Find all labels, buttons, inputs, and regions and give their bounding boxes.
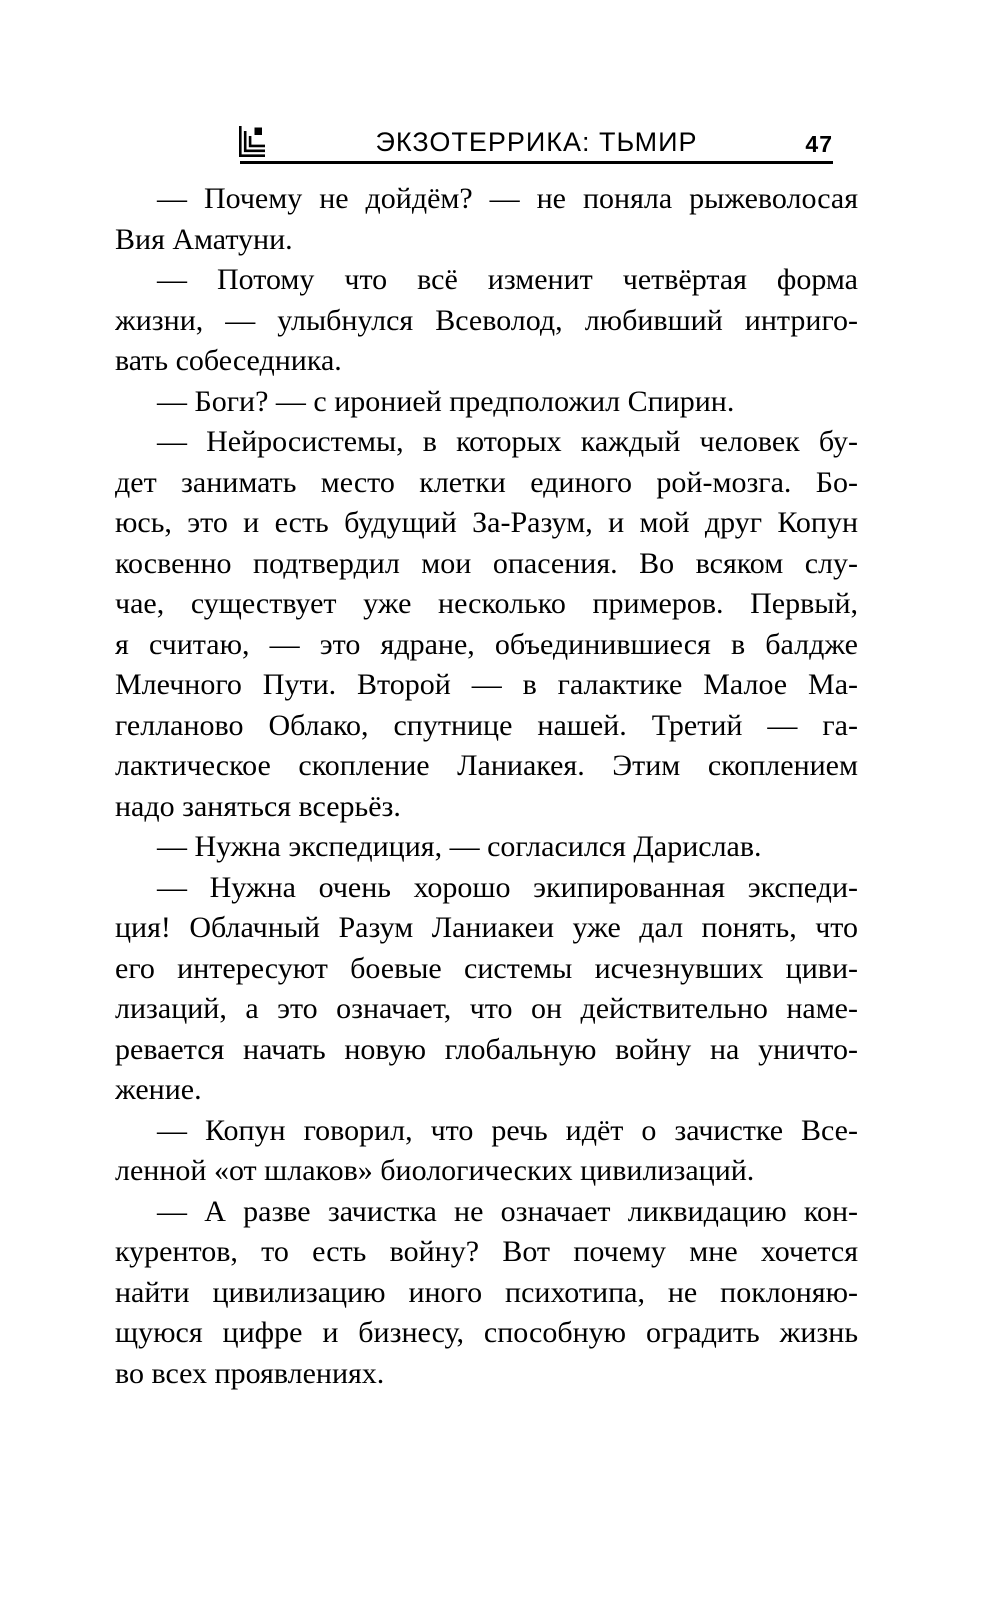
page-text (115, 179, 858, 1394)
header-rule (240, 161, 833, 164)
text-line: — Боги? — с иронией предположил Спирин. (157, 384, 735, 418)
text-line: найти цивилизацию иного психотипа, не поклоняю- (115, 1275, 858, 1309)
text-line: вать собеседника. (115, 344, 342, 377)
page-number: 47 (805, 131, 833, 157)
text-line: во всех проявлениях. (115, 1356, 385, 1390)
running-header-title: ЭКЗОТЕРРИКА: ТЬМИР (375, 127, 698, 157)
text-line: косвенно подтвердил мои опасения. Во всяком слу- (115, 546, 858, 580)
text-line: лактическое скопление Ланиакея. Этим скоплением (115, 749, 858, 782)
text-line: жизни, — улыбнулся Всеволод, любивший интриго- (115, 303, 858, 337)
text-line: чае, существует уже несколько примеров. Первый, (115, 587, 858, 620)
text-line: дет занимать место клетки единого рой-мозга. Бо- (115, 465, 858, 499)
text-line: гелланово Облако, спутнице нашей. Третий — га- (115, 708, 858, 742)
text-line: — А разве зачистка не означает ликвидацию кон- (157, 1194, 858, 1228)
text-line: — Копун говорил, что речь идёт о зачистке Все- (157, 1113, 858, 1147)
text-line: — Потому что всё изменит четвёртая форма (157, 263, 858, 296)
text-line: жение. (115, 1073, 202, 1106)
text-line: — Нейросистемы, в которых каждый человек бу- (157, 425, 858, 458)
text-line: — Нужна экспедиция, — согласился Дарислав. (157, 830, 762, 863)
text-line: его интересуют боевые системы исчезнувших циви- (115, 951, 858, 985)
text-line: лизаций, а это означает, что он действительно наме- (115, 992, 858, 1025)
text-line: курентов, то есть войну? Вот почему мне хочется (115, 1235, 858, 1268)
text-line: юсь, это и есть будущий За-Разум, и мой друг Копун (115, 506, 858, 539)
text-line: надо заняться всерьёз. (115, 789, 401, 823)
text-line: Вия Аматуни. (115, 222, 293, 256)
text-line: — Нужна очень хорошо экипированная экспеди- (157, 870, 858, 904)
text-line: щуюся цифре и бизнесу, способную оградить жизнь (115, 1316, 858, 1349)
text-line: ленной «от шлаков» биологических цивилизаций. (115, 1154, 755, 1187)
text-line: я считаю, — это ядране, объединившиеся в балдже (115, 627, 858, 661)
text-line: ция! Облачный Разум Ланиакеи уже дал понять, что (115, 911, 858, 944)
text-line: ревается начать новую глобальную войну на уничто- (115, 1032, 858, 1066)
text-line: Млечного Пути. Второй — в галактике Малое Ма- (115, 668, 858, 701)
text-line: — Почему не дойдём? — не поняла рыжеволосая (157, 182, 858, 215)
